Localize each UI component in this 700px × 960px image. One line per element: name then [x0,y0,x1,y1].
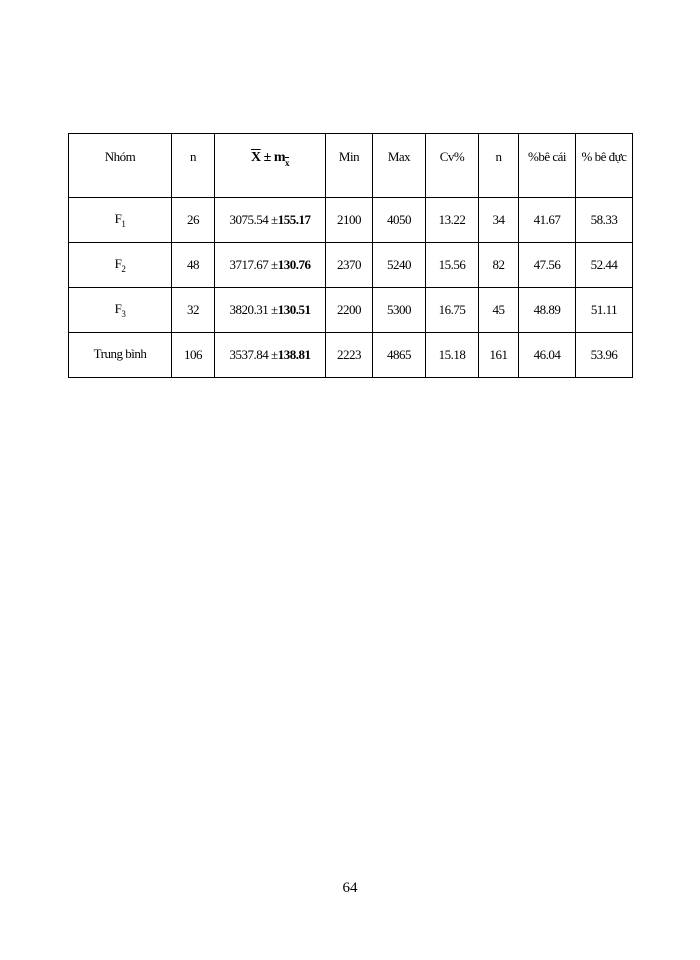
cell-female-pct: 46.04 [519,333,576,378]
cell-group: Trung bình [69,333,172,378]
cell-min: 2370 [326,243,373,288]
cell-cv: 15.18 [426,333,479,378]
cell-n: 48 [172,243,215,288]
cell-n: 26 [172,198,215,243]
header-mean-sub: x [284,158,289,168]
header-mean-x: $\overline{X}$ [251,150,261,165]
cell-n-calves: 45 [479,288,519,333]
header-female-pct: %bê cái [519,134,576,198]
cell-n-calves: 82 [479,243,519,288]
table-row [69,288,633,333]
header-n-calves: n [479,134,519,198]
cell-min: 2200 [326,288,373,333]
cell-mean: 3820.31 ±130.51 [215,288,326,333]
table-row [69,198,633,243]
header-min: Min [326,134,373,198]
cell-male-pct: 52.44 [576,243,633,288]
cell-cv: 16.75 [426,288,479,333]
table-row [69,243,633,288]
cell-n-calves: 34 [479,198,519,243]
header-mean-pm: ± [263,150,271,165]
header-max: Max [373,134,426,198]
cell-group: $F_2$ [69,243,172,288]
header-n: n [172,134,215,198]
header-mean [215,134,326,198]
cell-female-pct: 48.89 [519,288,576,333]
cell-cv: 13.22 [426,198,479,243]
cell-male-pct: 53.96 [576,333,633,378]
cell-n: 106 [172,333,215,378]
header-male-pct: % bê đực [576,134,633,198]
cell-mean: 3075.54 ±155.17 [215,198,326,243]
header-row [69,134,633,198]
header-cv: Cv% [426,134,479,198]
cell-max: 4865 [373,333,426,378]
cell-min: 2223 [326,333,373,378]
cell-female-pct: 41.67 [519,198,576,243]
header-group: Nhóm [69,134,172,198]
cell-max: 5300 [373,288,426,333]
cell-mean: 3537.84 ±138.81 [215,333,326,378]
cell-male-pct: 51.11 [576,288,633,333]
cell-n: 32 [172,288,215,333]
cell-mean: 3717.67 ±130.76 [215,243,326,288]
cell-female-pct: 47.56 [519,243,576,288]
cell-group: $F_1$ [69,198,172,243]
cell-min: 2100 [326,198,373,243]
header-mean-m: m [273,150,285,165]
cell-male-pct: 58.33 [576,198,633,243]
table-row-average [69,333,633,378]
cell-max: 4050 [373,198,426,243]
page-number: 64 [342,880,358,896]
cell-max: 5240 [373,243,426,288]
data-table [68,133,633,378]
cell-cv: 15.56 [426,243,479,288]
cell-n-calves: 161 [479,333,519,378]
cell-group: $F_3$ [69,288,172,333]
